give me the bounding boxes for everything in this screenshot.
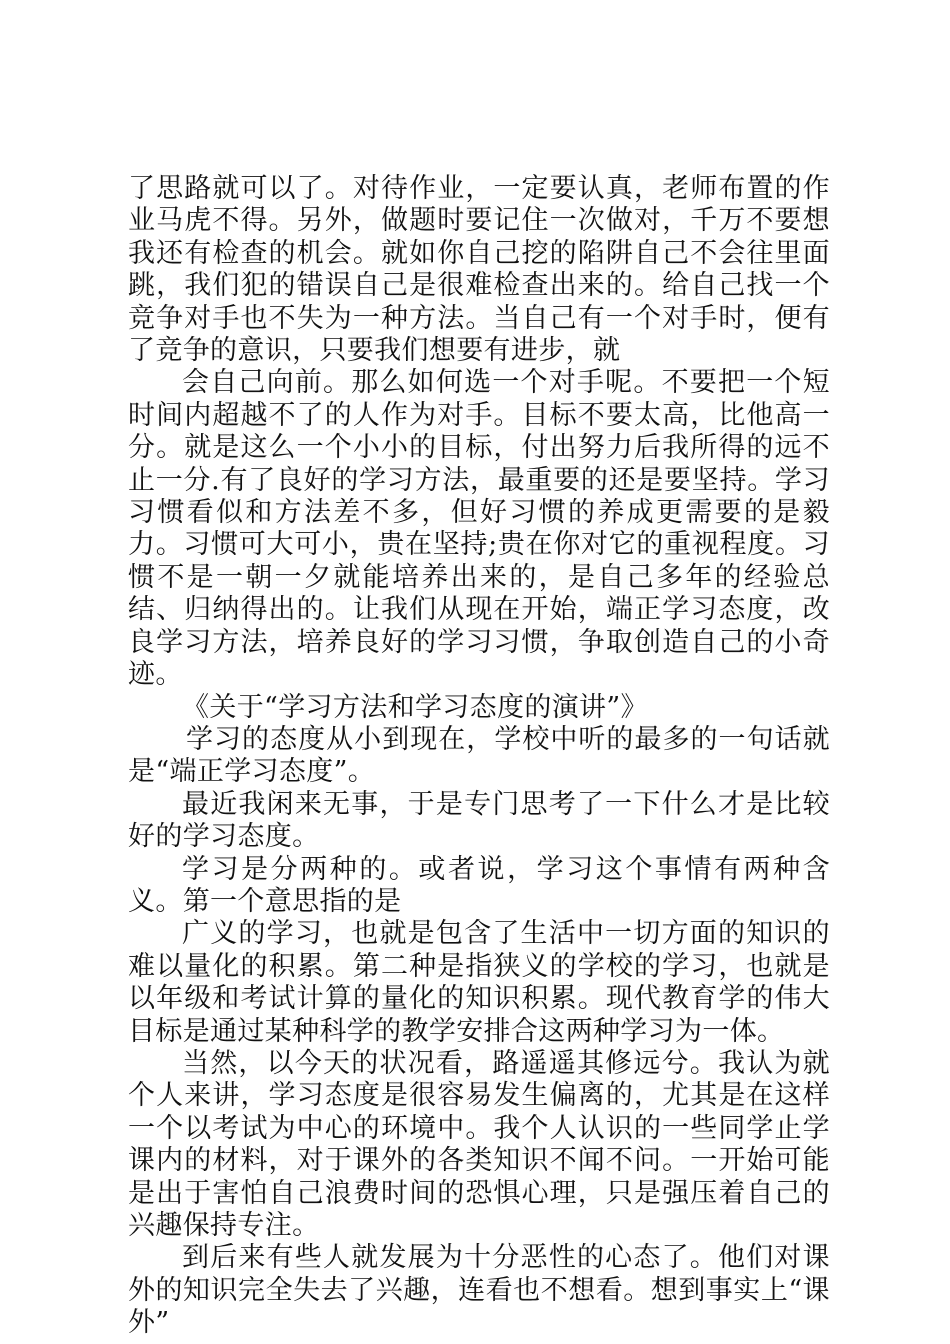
paragraph-3: 学习的态度从小到现在，学校中听的最多的一句话就是“端正学习态度”。 (128, 723, 830, 788)
paragraph-2: 会自己向前。那么如何选一个对手呢。不要把一个短时间内超越不了的人作为对手。目标不要太高，比他高一分。就是这么一个小小的目标，付出努力后我所得的远不止一分.有了良好的学习方法，最重要的还是要坚持。学习习惯看似和方法差不多，但好习惯的养成更需要的是毅力。习惯可大可小，贵在坚持;贵在你对它的重视程度。习惯不是一朝一夕就能培养出来的，是自己多年的经验总结、归纳得出的。让我们从现在开始，端正学习态度，改良学习方法，培养良好的学习习惯，争取创造自己的小奇迹。 (128, 367, 830, 691)
paragraph-8: 到后来有些人就发展为十分恶性的心态了。他们对课外的知识完全失去了兴趣，连看也不想看。想到事实上“课外” (128, 1242, 830, 1339)
paragraph-5: 学习是分两种的。或者说，学习这个事情有两种含义。第一个意思指的是 (128, 853, 830, 917)
speech-title: 《关于“学习方法和学习态度的演讲”》 (182, 691, 648, 723)
document-body (128, 173, 830, 1340)
paragraph-4: 最近我闲来无事，于是专门思考了一下什么才是比较好的学习态度。 (128, 788, 830, 853)
paragraph-1: 了思路就可以了。对待作业，一定要认真，老师布置的作业马虎不得。另外，做题时要记住一次做对，千万不要想我还有检查的机会。就如你自己挖的陷阱自己不会往里面跳，我们犯的错误自己是很难检查出来的。给自己找一个竞争对手也不失为一种方法。当自己有一个对手时，便有了竞争的意识，只要我们想要有进步，就 (128, 173, 830, 367)
paragraph-7: 当然，以今天的状况看，路遥遥其修远兮。我认为就个人来讲，学习态度是很容易发生偏离的，尤其是在这样一个以考试为中心的环境中。我个人认识的一些同学止学课内的材料，对于课外的各类知识不闻不问。一开始可能是出于害怕自己浪费时间的恐惧心理，只是强压着自己的兴趣保持专注。 (128, 1047, 830, 1241)
paragraph-6: 广义的学习，也就是包含了生活中一切方面的知识的难以量化的积累。第二种是指狭义的学校的学习，也就是以年级和考试计算的量化的知识积累。现代教育学的伟大目标是通过某种科学的教学安排合这两种学习为一体。 (128, 918, 830, 1047)
